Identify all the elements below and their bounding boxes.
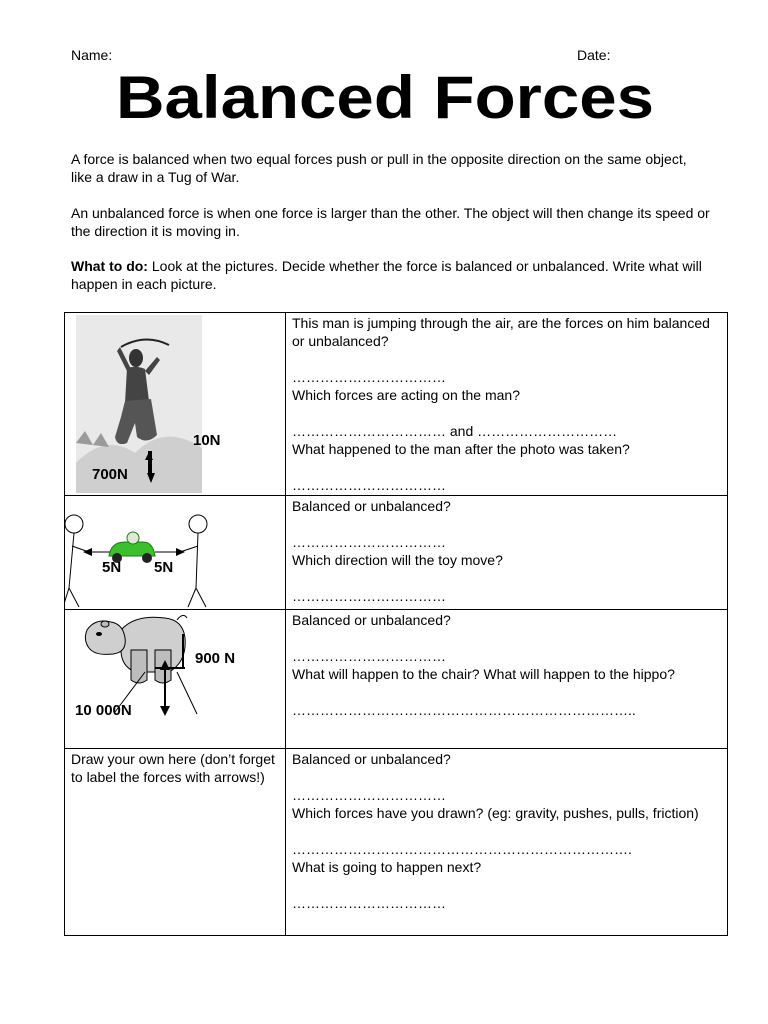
- hippo-chair-picture: [65, 610, 286, 748]
- answer-line[interactable]: …………………………… and …………………………: [292, 423, 618, 439]
- page-title-text: Balanced Forces: [116, 66, 654, 131]
- drawing-cell[interactable]: [65, 749, 286, 936]
- force-label-right: 5N: [154, 559, 174, 576]
- answer-line[interactable]: ……………………………: [292, 369, 446, 385]
- question-list: [286, 313, 727, 494]
- instructions-text: Look at the pictures. Decide whether the force is balanced or unbalanced. Write what will happen in each picture.: [71, 258, 702, 292]
- answer-line[interactable]: ……………………………………………………………….: [292, 841, 632, 857]
- question-list: [286, 496, 727, 605]
- question-line: [292, 876, 721, 894]
- date-label: Date:: [577, 47, 611, 63]
- question-line: [292, 350, 721, 368]
- question-line: Balanced or unbalanced?: [292, 498, 451, 514]
- question-line: Which forces have you drawn? (eg: gravity, pushes, pulls, friction): [292, 805, 699, 821]
- page-title: [112, 66, 658, 136]
- question-cell: [286, 749, 728, 936]
- question-line: This man is jumping through the air, are the forces on him balanced or unbalanced?: [292, 315, 710, 349]
- table-row: [65, 496, 728, 610]
- instructions-heading: What to do:: [71, 258, 148, 274]
- question-line: Balanced or unbalanced?: [292, 612, 451, 628]
- question-cell: [286, 610, 728, 749]
- answer-line[interactable]: ……………………………: [292, 648, 446, 664]
- drawing-instructions: Draw your own here (don’t forget to label the forces with arrows!): [71, 751, 275, 785]
- force-label-left: 5N: [102, 559, 122, 576]
- question-cell: [286, 496, 728, 610]
- question-line: [292, 515, 721, 533]
- question-line: Balanced or unbalanced?: [292, 751, 451, 767]
- table-row: [65, 749, 728, 936]
- question-cell: [286, 313, 728, 496]
- intro-paragraph-2: An unbalanced force is when one force is larger than the other. The object will then change its speed or the direction it is moving in.: [71, 205, 710, 239]
- answer-line[interactable]: ……………………………: [292, 895, 446, 911]
- picture-cell: [65, 313, 286, 496]
- worksheet-table: [64, 312, 728, 936]
- question-line: Which forces are acting on the man?: [292, 387, 521, 403]
- table-row: [65, 610, 728, 749]
- question-line: [292, 629, 721, 647]
- question-line: Which direction will the toy move?: [292, 552, 503, 568]
- picture-cell: [65, 610, 286, 749]
- question-line: [292, 404, 721, 422]
- question-line: [292, 768, 721, 786]
- question-line: [292, 458, 721, 476]
- question-line: [292, 683, 721, 701]
- answer-line[interactable]: ……………………………: [292, 787, 446, 803]
- force-label-up: 900 N: [195, 650, 236, 667]
- force-label-up: 10N: [193, 432, 221, 449]
- toy-car-picture: [65, 496, 286, 609]
- question-list: [286, 749, 727, 912]
- answer-line[interactable]: ………………………………………………………………..: [292, 702, 636, 718]
- question-line: What happened to the man after the photo was taken?: [292, 441, 630, 457]
- intro-paragraph-1: A force is balanced when two equal forces push or pull in the opposite direction on the same object, like a draw in a Tug of War.: [71, 151, 687, 185]
- picture-cell: [65, 496, 286, 610]
- answer-line[interactable]: ……………………………: [292, 588, 446, 604]
- force-label-down: 10 000N: [75, 702, 132, 719]
- question-line: What is going to happen next?: [292, 859, 482, 875]
- instructions-paragraph: [71, 257, 711, 293]
- answer-line[interactable]: ……………………………: [292, 534, 446, 550]
- question-line: [292, 569, 721, 587]
- name-label: Name:: [71, 47, 113, 63]
- table-row: [65, 313, 728, 496]
- question-line: [292, 822, 721, 840]
- answer-line[interactable]: ……………………………: [292, 477, 446, 493]
- question-list: [286, 610, 727, 719]
- question-line: What will happen to the chair? What will happen to the hippo?: [292, 666, 675, 682]
- force-label-down: 700N: [92, 466, 128, 483]
